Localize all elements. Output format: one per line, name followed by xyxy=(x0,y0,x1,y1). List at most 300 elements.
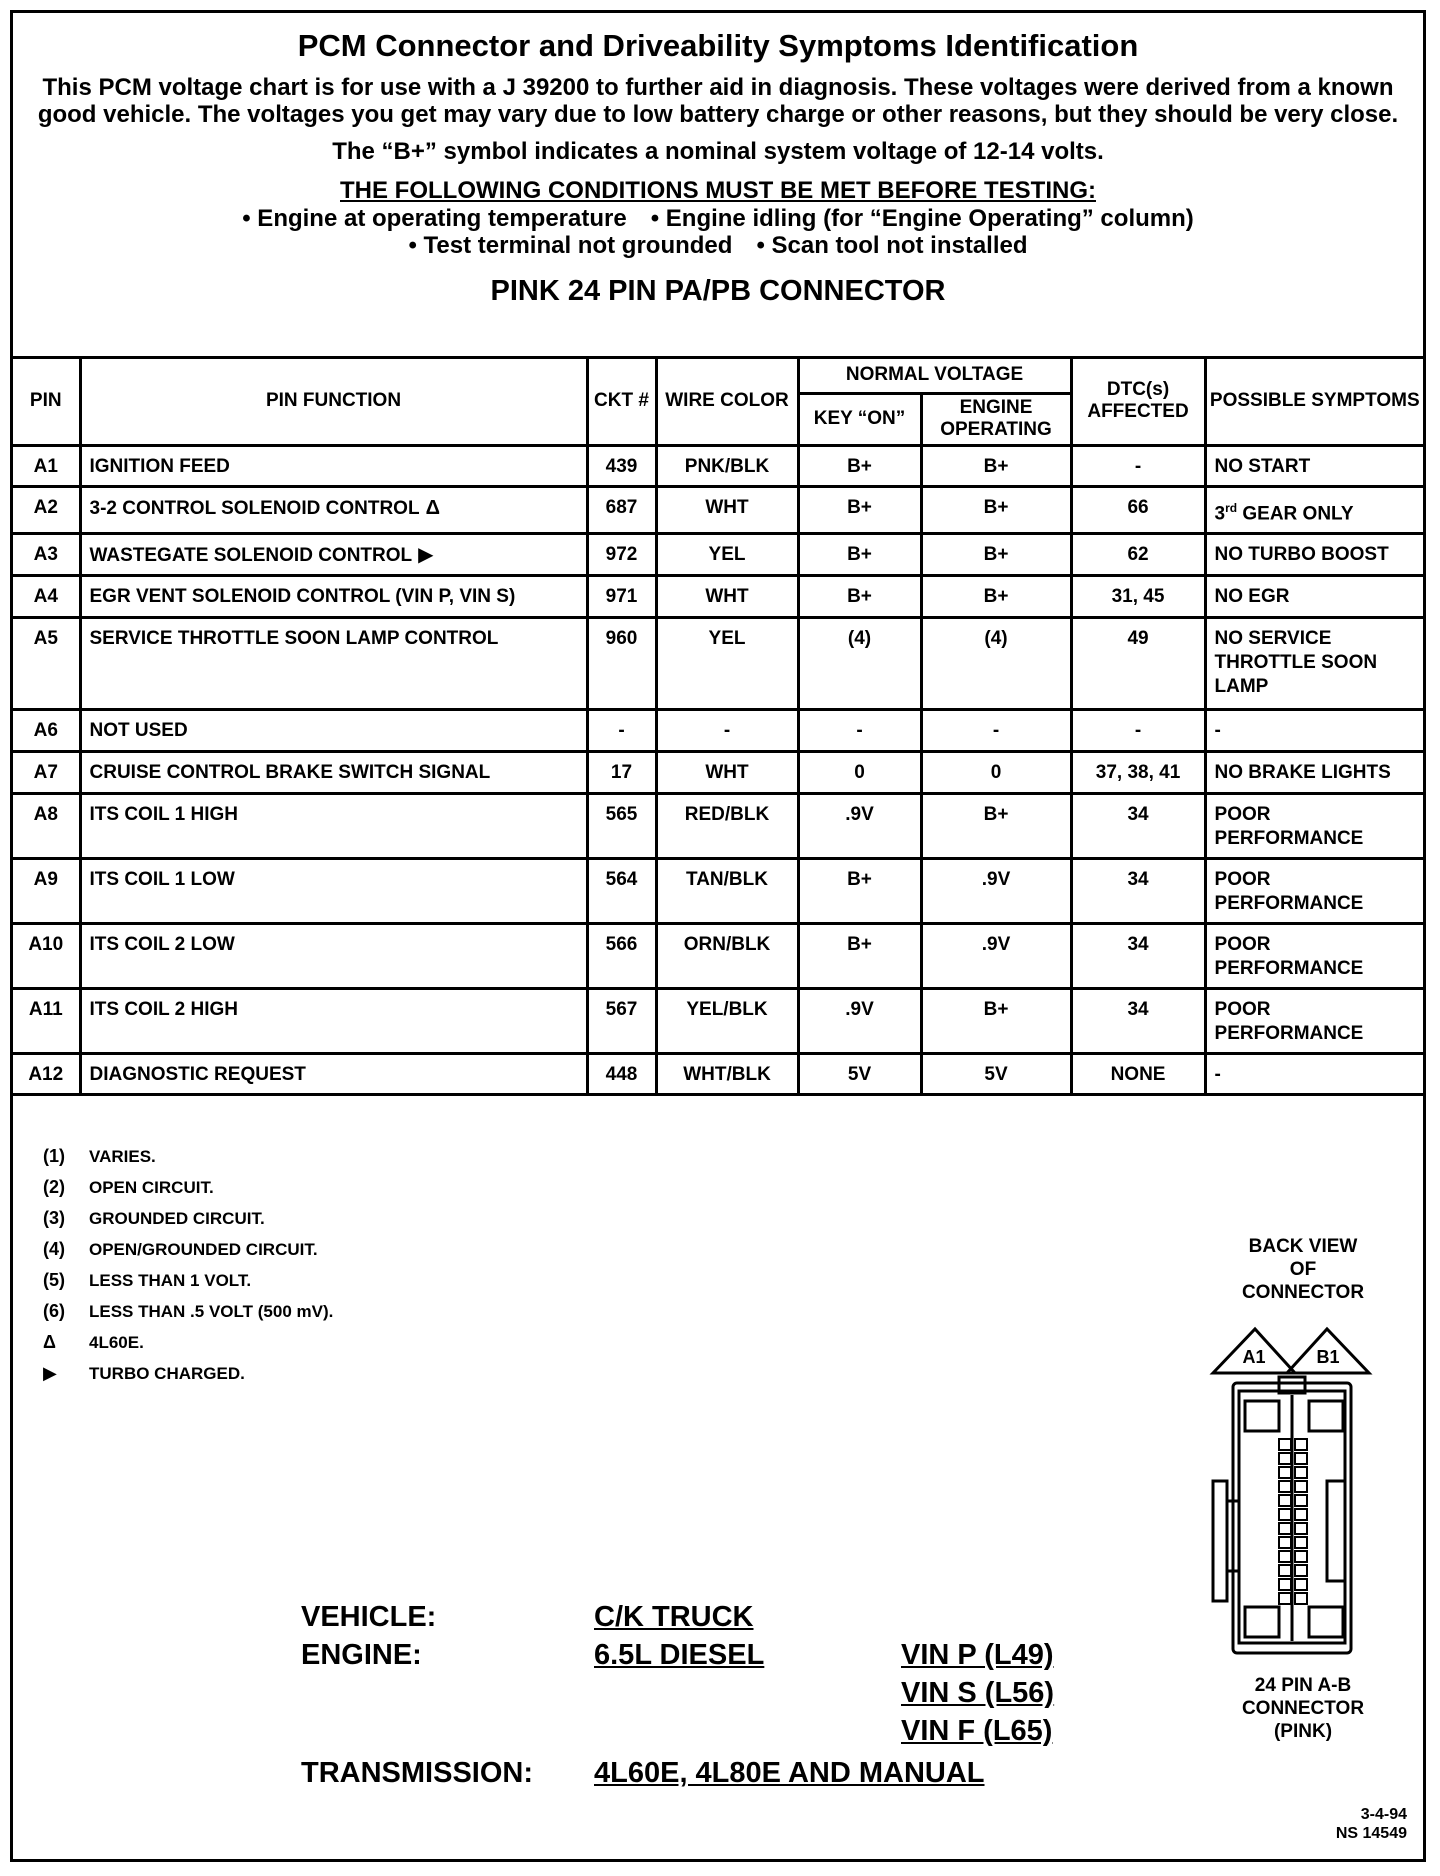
dtc-cell xyxy=(1071,486,1205,533)
function-cell xyxy=(80,445,587,486)
engine-label: ENGINE: xyxy=(301,1639,422,1671)
pin-cavity xyxy=(1279,1593,1291,1604)
dtc-cell-text: NONE xyxy=(1110,1063,1166,1085)
engine-operating-cell xyxy=(921,751,1071,793)
key-on-cell xyxy=(798,988,921,1053)
pin-cavity xyxy=(1295,1551,1307,1562)
symptom-cell xyxy=(1205,709,1423,751)
engine-operating-cell xyxy=(921,617,1071,709)
pin-cavity xyxy=(1279,1509,1291,1520)
col-header-key-on: KEY “ON” xyxy=(798,393,921,445)
pin-cell-text: A11 xyxy=(28,998,63,1020)
ckt-cell-text: 687 xyxy=(605,496,638,518)
ckt-cell xyxy=(587,709,656,751)
pin-table xyxy=(13,359,1423,1096)
key-on-cell-text: B+ xyxy=(847,543,872,565)
transmission-label: TRANSMISSION: xyxy=(301,1757,533,1789)
table-row xyxy=(13,923,1423,988)
pin-cavity xyxy=(1279,1523,1291,1534)
engine-value: 6.5L DIESEL xyxy=(594,1639,765,1671)
ckt-cell-text: 566 xyxy=(605,933,638,955)
dtc-cell-text: 34 xyxy=(1127,933,1149,955)
header xyxy=(13,13,1423,359)
function-cell xyxy=(80,923,587,988)
note-number: ▶ xyxy=(43,1363,57,1383)
intro-text: This PCM voltage chart is for use with a J 39200 to further aid in diagnosis. These voltages were derived from a known good vehicle. The voltages you get may vary due to low battery charge or other reasons, but they should be very close. xyxy=(37,74,1399,129)
dtc-cell xyxy=(1071,793,1205,858)
note-text: LESS THAN .5 VOLT (500 mV). xyxy=(89,1302,334,1321)
a1-label: A1 xyxy=(1242,1347,1266,1367)
pin-cell-text: A1 xyxy=(33,455,58,477)
symptom-cell xyxy=(1205,923,1423,988)
document-date: 3-4-94 xyxy=(1360,1806,1407,1823)
ckt-cell xyxy=(587,988,656,1053)
pin-cell xyxy=(13,445,80,486)
symptom-cell xyxy=(1205,751,1423,793)
symptom-cell xyxy=(1205,1053,1423,1094)
dtc-cell-text: 34 xyxy=(1127,998,1149,1020)
function-cell-text: CRUISE CONTROL BRAKE SWITCH SIGNAL xyxy=(89,761,491,783)
pin-cell xyxy=(13,1053,80,1094)
table-row xyxy=(13,617,1423,709)
symptom-cell xyxy=(1205,617,1423,709)
ckt-cell xyxy=(587,533,656,575)
key-on-cell-text: .9V xyxy=(845,803,874,825)
connector-caption xyxy=(1213,1674,1393,1743)
pin-cavity xyxy=(1279,1579,1291,1590)
dtc-cell xyxy=(1071,988,1205,1053)
engine-operating-cell-text: B+ xyxy=(983,998,1009,1020)
engine-operating-cell-text: B+ xyxy=(983,585,1009,607)
wire-color-cell-text: - xyxy=(723,719,731,741)
engine-operating-cell-text: B+ xyxy=(983,803,1009,825)
function-cell-text: ITS COIL 2 LOW xyxy=(89,933,235,955)
symptom-cell-text: NO SERVICE THROTTLE SOON LAMP xyxy=(1214,627,1378,697)
key-on-cell-text: 0 xyxy=(854,761,865,783)
function-cell xyxy=(80,1053,587,1094)
vehicle-label: VEHICLE: xyxy=(301,1601,437,1633)
wire-color-cell-text: YEL/BLK xyxy=(686,998,768,1020)
symptom-rest: GEAR ONLY xyxy=(1237,502,1354,524)
wire-color-cell xyxy=(656,923,798,988)
wire-color-cell xyxy=(656,575,798,617)
pin-cavity xyxy=(1279,1495,1291,1506)
col-header-ckt: CKT # xyxy=(587,359,656,445)
col-header-engine-operating: ENGINE OPERATING xyxy=(921,393,1071,445)
key-on-cell xyxy=(798,751,921,793)
condition-item: • Test terminal not grounded xyxy=(408,232,733,260)
document-id xyxy=(1336,1805,1407,1843)
engine-operating-cell xyxy=(921,988,1071,1053)
key-on-cell-text: B+ xyxy=(847,455,872,477)
key-on-cell xyxy=(798,445,921,486)
engine-operating-cell-text: .9V xyxy=(981,868,1011,890)
col-header-wire: WIRE COLOR xyxy=(656,359,798,445)
transmission-value: 4L60E, 4L80E AND MANUAL xyxy=(594,1757,985,1789)
note-item xyxy=(43,1141,333,1172)
wire-color-cell-text: TAN/BLK xyxy=(686,868,768,890)
function-cell-text: DIAGNOSTIC REQUEST xyxy=(89,1063,306,1085)
key-on-cell xyxy=(798,858,921,923)
note-number: (2) xyxy=(43,1177,65,1197)
key-on-cell xyxy=(798,486,921,533)
symptom-cell-text: POOR PERFORMANCE xyxy=(1214,868,1364,914)
symptom-cell-text: NO TURBO BOOST xyxy=(1214,543,1389,565)
wire-color-cell xyxy=(656,751,798,793)
key-on-cell xyxy=(798,709,921,751)
table-row xyxy=(13,988,1423,1053)
symptom-cell-text: - xyxy=(1214,719,1221,741)
table-row xyxy=(13,793,1423,858)
dtc-cell xyxy=(1071,1053,1205,1094)
ckt-cell xyxy=(587,445,656,486)
engine-operating-cell-text: .9V xyxy=(981,933,1011,955)
engine-operating-cell xyxy=(921,445,1071,486)
condition-item: • Scan tool not installed xyxy=(756,232,1028,260)
engine-operating-cell xyxy=(921,923,1071,988)
engine-operating-cell xyxy=(921,575,1071,617)
note-item xyxy=(43,1234,333,1265)
engine-operating-cell xyxy=(921,533,1071,575)
notes-list xyxy=(43,1141,333,1389)
col-header-normal-voltage: NORMAL VOLTAGE xyxy=(798,359,1071,393)
delta-icon: Δ xyxy=(425,496,440,519)
b1-label: B1 xyxy=(1316,1347,1340,1367)
function-cell xyxy=(80,793,587,858)
dtc-cell-text: 49 xyxy=(1127,627,1149,649)
symptom-cell xyxy=(1205,486,1423,533)
engine-operating-cell xyxy=(921,793,1071,858)
dtc-cell xyxy=(1071,617,1205,709)
pin-cell-text: A12 xyxy=(28,1063,64,1085)
dtc-cell xyxy=(1071,709,1205,751)
function-cell-text: IGNITION FEED xyxy=(89,455,230,477)
pin-cavity xyxy=(1295,1453,1307,1464)
note-item xyxy=(43,1358,333,1389)
engine-operating-cell xyxy=(921,1053,1071,1094)
condition-item: • Engine at operating temperature xyxy=(242,205,627,233)
caption-line: CONNECTOR xyxy=(1241,1698,1365,1719)
col-header-function: PIN FUNCTION xyxy=(80,359,587,445)
ckt-cell xyxy=(587,923,656,988)
back-view-label xyxy=(1213,1235,1393,1304)
key-on-cell-text: 5V xyxy=(847,1063,872,1085)
col-header-symptoms: POSSIBLE SYMPTOMS xyxy=(1205,359,1423,445)
condition-item: • Engine idling (for “Engine Operating” column) xyxy=(650,205,1194,233)
dtc-cell-text: 31, 45 xyxy=(1111,585,1165,607)
table-row xyxy=(13,858,1423,923)
ckt-cell xyxy=(587,575,656,617)
ckt-cell-text: 567 xyxy=(605,998,638,1020)
dtc-cell xyxy=(1071,533,1205,575)
pin-cavity xyxy=(1279,1551,1291,1562)
back-view-line: BACK VIEW xyxy=(1248,1236,1358,1257)
table-row xyxy=(13,486,1423,533)
ckt-cell-text: 972 xyxy=(605,543,638,565)
wire-color-cell-text: WHT/BLK xyxy=(683,1063,771,1085)
vin-code: VIN P (L49) xyxy=(901,1639,1054,1671)
symptom-cell-text: POOR PERFORMANCE xyxy=(1214,803,1364,849)
key-on-cell-text: (4) xyxy=(847,627,872,649)
symptom-cell-text: NO START xyxy=(1214,455,1311,477)
ckt-cell xyxy=(587,858,656,923)
pin-cell xyxy=(13,793,80,858)
ckt-cell xyxy=(587,793,656,858)
pin-cavity xyxy=(1295,1467,1307,1478)
function-cell-text: WASTEGATE SOLENOID CONTROL xyxy=(89,544,413,566)
dtc-cell xyxy=(1071,575,1205,617)
note-number: (4) xyxy=(43,1239,65,1259)
pin-cavity xyxy=(1295,1579,1307,1590)
function-cell-text: SERVICE THROTTLE SOON LAMP CONTROL xyxy=(89,627,499,649)
pin-cell xyxy=(13,709,80,751)
key-on-cell xyxy=(798,1053,921,1094)
note-item xyxy=(43,1172,333,1203)
connector-side-tab xyxy=(1213,1481,1227,1601)
back-view-line: OF xyxy=(1289,1259,1317,1280)
note-text: OPEN/GROUNDED CIRCUIT. xyxy=(89,1240,318,1259)
document-sheet xyxy=(10,10,1426,1862)
note-text: VARIES. xyxy=(89,1147,156,1166)
note-item xyxy=(43,1203,333,1234)
table-row xyxy=(13,533,1423,575)
conditions-heading: THE FOLLOWING CONDITIONS MUST BE MET BEFORE TESTING: xyxy=(340,177,1096,205)
vin-code: VIN S (L56) xyxy=(901,1677,1055,1709)
symptom-cell-text: POOR PERFORMANCE xyxy=(1214,933,1364,979)
pin-table-header xyxy=(13,359,1423,445)
key-on-cell xyxy=(798,793,921,858)
conditions-line-1 xyxy=(13,205,1423,232)
wire-color-cell-text: WHT xyxy=(705,585,749,607)
pin-table-body xyxy=(13,445,1423,1094)
caption-line: (PINK) xyxy=(1273,1721,1333,1742)
pin-cavity xyxy=(1295,1523,1307,1534)
function-cell xyxy=(80,533,587,575)
col-header-dtc: DTC(s) AFFECTED xyxy=(1071,359,1205,445)
pin-cavity xyxy=(1279,1439,1291,1450)
dtc-cell-text: - xyxy=(1134,455,1142,477)
dtc-cell xyxy=(1071,923,1205,988)
wire-color-cell xyxy=(656,486,798,533)
table-row xyxy=(13,575,1423,617)
function-cell xyxy=(80,617,587,709)
note-item xyxy=(43,1296,333,1327)
symptom-cell xyxy=(1205,793,1423,858)
function-cell-text: EGR VENT SOLENOID CONTROL (VIN P, VIN S) xyxy=(89,585,516,607)
pin-cell xyxy=(13,575,80,617)
function-cell xyxy=(80,709,587,751)
key-on-cell xyxy=(798,923,921,988)
symptom-cell-text: - xyxy=(1214,1063,1221,1085)
key-on-cell xyxy=(798,533,921,575)
engine-operating-cell xyxy=(921,709,1071,751)
connector-diagram xyxy=(1195,1311,1395,1673)
symptom-cell-text: NO EGR xyxy=(1214,585,1290,607)
engine-operating-cell xyxy=(921,486,1071,533)
ckt-cell xyxy=(587,617,656,709)
pin-cell-text: A3 xyxy=(33,543,58,565)
ckt-cell-text: 971 xyxy=(605,585,638,607)
connector-title: PINK 24 PIN PA/PB CONNECTOR xyxy=(490,275,946,308)
wire-color-cell xyxy=(656,988,798,1053)
symptom-cell xyxy=(1205,988,1423,1053)
document-code: NS 14549 xyxy=(1335,1825,1407,1842)
note-text: TURBO CHARGED. xyxy=(89,1364,245,1383)
function-cell-text: ITS COIL 1 LOW xyxy=(89,868,235,890)
note-text: OPEN CIRCUIT. xyxy=(89,1178,214,1197)
dtc-cell xyxy=(1071,751,1205,793)
pin-cavity xyxy=(1279,1481,1291,1492)
ckt-cell xyxy=(587,486,656,533)
engine-operating-cell-text: 5V xyxy=(984,1063,1008,1085)
dtc-cell-text: 66 xyxy=(1127,496,1149,518)
note-number: Δ xyxy=(43,1332,56,1352)
ckt-cell-text: 960 xyxy=(605,627,638,649)
note-number: (1) xyxy=(43,1146,65,1166)
function-cell xyxy=(80,751,587,793)
back-view-line: CONNECTOR xyxy=(1241,1282,1365,1303)
note-number: (3) xyxy=(43,1208,65,1228)
wire-color-cell xyxy=(656,1053,798,1094)
conditions-line-2 xyxy=(13,232,1423,259)
ordinal-suffix: rd xyxy=(1225,500,1238,515)
engine-operating-cell-text: B+ xyxy=(983,543,1009,565)
ckt-cell-text: 17 xyxy=(610,761,633,783)
engine-operating-cell-text: (4) xyxy=(984,627,1008,649)
pin-cavity xyxy=(1295,1593,1307,1604)
ckt-cell xyxy=(587,1053,656,1094)
pin-cell xyxy=(13,486,80,533)
table-row xyxy=(13,1053,1423,1094)
ckt-cell-text: - xyxy=(618,719,625,741)
pin-cell xyxy=(13,751,80,793)
pin-cell-text: A8 xyxy=(33,803,58,825)
pin-cell-text: A9 xyxy=(33,868,58,890)
wire-color-cell-text: YEL xyxy=(708,627,746,649)
dtc-cell xyxy=(1071,858,1205,923)
note-item xyxy=(43,1265,333,1296)
dtc-cell-text: 62 xyxy=(1127,543,1149,565)
wire-color-cell-text: PNK/BLK xyxy=(684,455,770,477)
dtc-cell-text: - xyxy=(1134,719,1142,741)
page-title: PCM Connector and Driveability Symptoms Identification xyxy=(297,28,1139,63)
wire-color-cell xyxy=(656,793,798,858)
function-cell xyxy=(80,988,587,1053)
pin-cell-text: A5 xyxy=(33,627,58,649)
note-number: (6) xyxy=(43,1301,65,1321)
function-cell-text: ITS COIL 2 HIGH xyxy=(89,998,239,1020)
wire-color-cell xyxy=(656,617,798,709)
pin-cavity xyxy=(1279,1565,1291,1576)
ckt-cell-text: 439 xyxy=(605,455,638,477)
pin-cell xyxy=(13,533,80,575)
pin-cell-text: A6 xyxy=(33,719,58,741)
key-on-cell xyxy=(798,617,921,709)
pin-cell xyxy=(13,858,80,923)
pin-cavity xyxy=(1295,1537,1307,1548)
engine-operating-cell-text: B+ xyxy=(983,496,1009,518)
turbo-arrow-icon: ▶ xyxy=(418,543,434,566)
vin-code: VIN F (L65) xyxy=(901,1715,1053,1747)
note-text: 4L60E. xyxy=(89,1333,144,1352)
key-on-cell xyxy=(798,575,921,617)
engine-operating-cell-text: - xyxy=(992,719,1000,741)
wire-color-cell-text: WHT xyxy=(705,761,749,783)
function-cell-text: 3-2 CONTROL SOLENOID CONTROL xyxy=(89,497,420,519)
col-header-pin: PIN xyxy=(13,359,80,445)
key-on-cell-text: B+ xyxy=(847,868,872,890)
pin-cell-text: A4 xyxy=(33,585,58,607)
wire-color-cell xyxy=(656,445,798,486)
table-row xyxy=(13,445,1423,486)
engine-operating-cell-text: B+ xyxy=(983,455,1009,477)
symptom-cell-text: 3 xyxy=(1214,502,1226,524)
vehicle-value: C/K TRUCK xyxy=(594,1601,754,1633)
function-cell-text: ITS COIL 1 HIGH xyxy=(89,803,239,825)
pin-cavity xyxy=(1295,1495,1307,1506)
ckt-cell xyxy=(587,751,656,793)
pin-cell-text: A7 xyxy=(33,761,58,783)
note-text: LESS THAN 1 VOLT. xyxy=(89,1271,252,1290)
key-on-cell-text: - xyxy=(856,719,863,741)
bplus-note: The “B+” symbol indicates a nominal system voltage of 12-14 volts. xyxy=(332,138,1104,166)
note-item xyxy=(43,1327,333,1358)
pin-cavity xyxy=(1279,1537,1291,1548)
dtc-cell xyxy=(1071,445,1205,486)
ckt-cell-text: 564 xyxy=(605,868,638,890)
wire-color-cell-text: RED/BLK xyxy=(684,803,770,825)
symptom-cell-text: POOR PERFORMANCE xyxy=(1214,998,1364,1044)
pin-cavity xyxy=(1295,1509,1307,1520)
wire-color-cell-text: YEL xyxy=(708,543,746,565)
engine-operating-cell-text: 0 xyxy=(990,761,1002,783)
symptom-cell xyxy=(1205,533,1423,575)
pin-cell xyxy=(13,923,80,988)
caption-line: 24 PIN A-B xyxy=(1254,1675,1352,1696)
key-on-cell-text: B+ xyxy=(847,933,872,955)
pin-cell-text: A2 xyxy=(33,496,58,518)
pin-cavity xyxy=(1295,1481,1307,1492)
dtc-cell-text: 37, 38, 41 xyxy=(1095,761,1181,783)
wire-color-cell-text: WHT xyxy=(705,496,749,518)
function-cell xyxy=(80,486,587,533)
function-cell-text: NOT USED xyxy=(89,719,188,741)
key-on-cell-text: B+ xyxy=(847,496,872,518)
symptom-cell-text: NO BRAKE LIGHTS xyxy=(1214,761,1391,783)
pin-cell xyxy=(13,988,80,1053)
function-cell xyxy=(80,858,587,923)
note-number: (5) xyxy=(43,1270,65,1290)
ckt-cell-text: 565 xyxy=(605,803,638,825)
symptom-cell xyxy=(1205,575,1423,617)
table-row xyxy=(13,751,1423,793)
table-row xyxy=(13,709,1423,751)
key-on-cell-text: B+ xyxy=(847,585,872,607)
symptom-cell xyxy=(1205,858,1423,923)
dtc-cell-text: 34 xyxy=(1127,868,1149,890)
wire-color-cell xyxy=(656,709,798,751)
pin-cavity xyxy=(1295,1439,1307,1450)
pin-cell xyxy=(13,617,80,709)
pin-cell-text: A10 xyxy=(28,933,64,955)
wire-color-cell xyxy=(656,858,798,923)
wire-color-cell-text: ORN/BLK xyxy=(683,933,771,955)
ckt-cell-text: 448 xyxy=(605,1063,638,1085)
engine-operating-cell xyxy=(921,858,1071,923)
pin-cavity xyxy=(1279,1467,1291,1478)
key-on-cell-text: .9V xyxy=(845,998,874,1020)
wire-color-cell xyxy=(656,533,798,575)
